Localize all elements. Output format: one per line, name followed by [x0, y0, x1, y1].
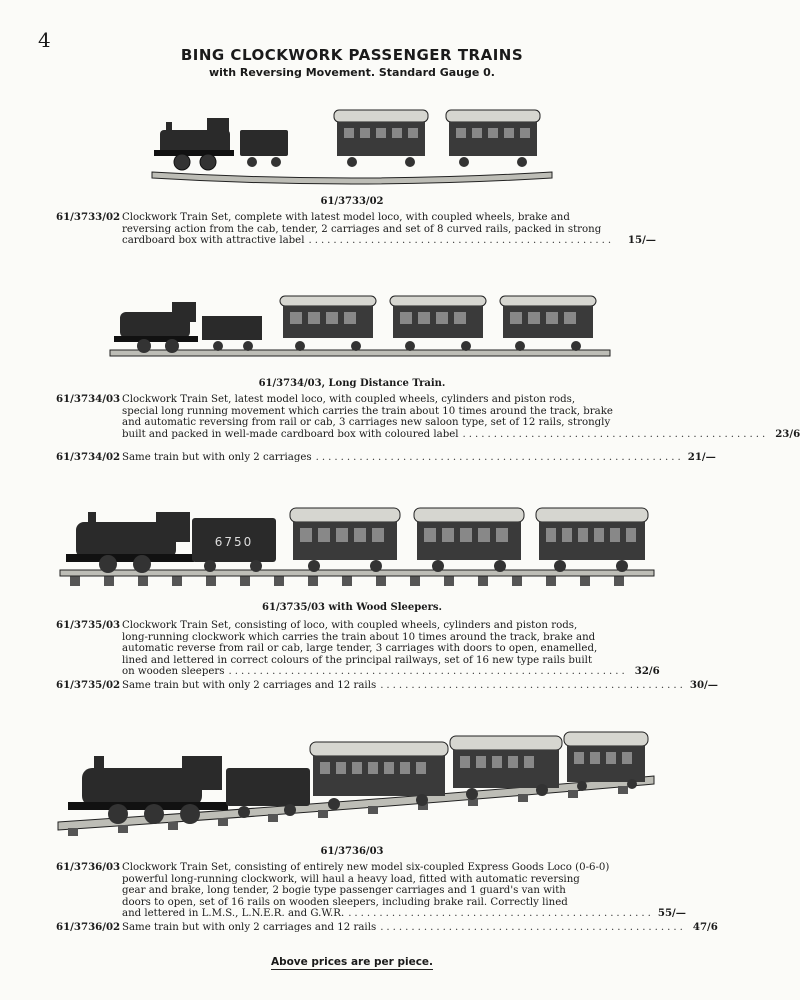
locomotive-number: 6750 [214, 535, 254, 549]
product-code: 61/3736/03 [56, 861, 121, 873]
entry-61-3736-03: 61/3736/03 Clockwork Train Set, consisting of entirely new model six-coupled Express Goods Loco (0-6-0) powerful long-running clockwork, will haul a heavy load, fitted with automatic reversing gear and brake, long tender, 2 bogie type passenger carriages and 1 guard's van with doors to open, set of 16 rails on wooden sleepers, including brake rail. Correctly lined and lettered in L.M.S., L.N.E.R. and G.W.R. ................................................. 55/— [56, 861, 686, 920]
desc-line: Clockwork Train Set, latest model loco, with coupled wheels, cylinders and piston rods, [122, 394, 576, 405]
entry-61-3733-02: 61/3733/02 Clockwork Train Set, complete with latest model loco, with coupled wheels, brake and reversing action from the cab, tender, 2 carriages and set of 8 curved rails, packed in strong cardboard box with attractive label ................................................. 15/— [56, 211, 656, 247]
entry-61-3734-02: 61/3734/02 Same train but with only 2 carriages ........................................................... 21/— [56, 451, 716, 463]
footer-note [0, 956, 704, 968]
desc-line: Same train but with only 2 carriages [122, 452, 312, 463]
price: 55/— [657, 907, 686, 920]
desc-line: doors to open, set of 16 rails on wooden sleepers, including brake rail. Correctly lined [122, 896, 568, 908]
train-illustration-1 [152, 100, 552, 196]
product-code: 61/3735/03 [56, 619, 121, 631]
caption-3: 61/3735/03 with Wood Sleepers. [262, 602, 442, 613]
product-code: 61/3733/02 [56, 211, 121, 223]
desc-line: lined and lettered in correct colours of the principal railways, set of 16 new type rails built [122, 654, 593, 666]
desc-line: Clockwork Train Set, consisting of entirely new model six-coupled Express Goods Loco (0-6-0) [122, 862, 610, 873]
entry-61-3735-02: 61/3735/02 Same train but with only 2 carriages and 12 rails ................................................. 30/— [56, 679, 718, 691]
desc-line: Clockwork Train Set, complete with latest model loco, with coupled wheels, brake and [122, 212, 570, 223]
price: 32/6 [634, 665, 660, 678]
desc-line: long-running clockwork which carries the train about 10 times around the track, brake and [122, 631, 596, 643]
train-illustration-3 [60, 500, 654, 602]
entry-61-3734-03: 61/3734/03 Clockwork Train Set, latest model loco, with coupled wheels, cylinders and piston rods, special long running movement which carries the train about 10 times around the track, brake and automatic reversing from rail or cab, 3 carriages new saloon type, set of 12 rails, strongly built and packed in well-made cardboard box with coloured label ................................................. 23/6 [56, 393, 800, 440]
footer-text: Above prices are per piece. [270, 956, 434, 968]
product-code: 61/3734/02 [56, 451, 121, 463]
page-subtitle: with Reversing Movement. Standard Gauge 0. [209, 66, 495, 79]
desc-line: reversing action from the cab, tender, 2 carriages and set of 8 curved rails, packed in strong [122, 223, 602, 235]
product-code: 61/3734/03 [56, 393, 121, 405]
price: 23/6 [775, 427, 800, 440]
product-code: 61/3735/02 [56, 679, 121, 691]
desc-line: and lettered in L.M.S., L.N.E.R. and G.W.R. [122, 908, 345, 920]
desc-line: on wooden sleepers [122, 666, 225, 678]
desc-line: automatic reverse from rail or cab, large tender, 3 carriages with doors to open, enamelled, [122, 643, 598, 655]
desc-line: Same train but with only 2 carriages and 12 rails [122, 680, 377, 691]
desc-line: gear and brake, long tender, 2 bogie type passenger carriages and 1 guard's van with [122, 885, 566, 897]
caption-4: 61/3736/03 [320, 846, 384, 857]
desc-line: Clockwork Train Set, consisting of loco, with coupled wheels, cylinders and piston rods, [122, 620, 578, 631]
desc-line: Same train but with only 2 carriages and 12 rails [122, 922, 377, 933]
entry-61-3736-02: 61/3736/02 Same train but with only 2 carriages and 12 rails ................................................. 47/6 [56, 921, 718, 933]
caption-2: 61/3734/03, Long Distance Train. [258, 378, 446, 389]
price: 15/— [627, 234, 656, 247]
train-illustration-2 [110, 292, 610, 376]
desc-line: special long running movement which carries the train about 10 times around the track, brake [122, 405, 613, 417]
price: 30/— [689, 679, 718, 691]
desc-line: cardboard box with attractive label [122, 235, 305, 247]
page-title: BING CLOCKWORK PASSENGER TRAINS [180, 46, 524, 64]
train-illustration-4 [58, 728, 654, 854]
price: 21/— [687, 451, 716, 463]
price: 47/6 [692, 921, 718, 933]
caption-1: 61/3733/02 [320, 196, 384, 207]
desc-line: and automatic reversing from rail or cab, 3 carriages new saloon type, set of 12 rails, strongly [122, 417, 611, 429]
desc-line: built and packed in well-made cardboard box with coloured label [122, 428, 459, 440]
desc-line: powerful long-running clockwork, will haul a heavy load, fitted with automatic reversing [122, 873, 580, 885]
page-number: 4 [38, 28, 51, 52]
entry-61-3735-03: 61/3735/03 Clockwork Train Set, consisting of loco, with coupled wheels, cylinders and piston rods, long-running clockwork which carries the train about 10 times around the track, brake and automatic reverse from rail or cab, large tender, 3 carriages with doors to open, enamelled, lined and lettered in correct colours of the principal railways, set of 16 new type rails built on wooden sleepers ................................................................ 32/6 [56, 619, 660, 678]
product-code: 61/3736/02 [56, 921, 121, 933]
